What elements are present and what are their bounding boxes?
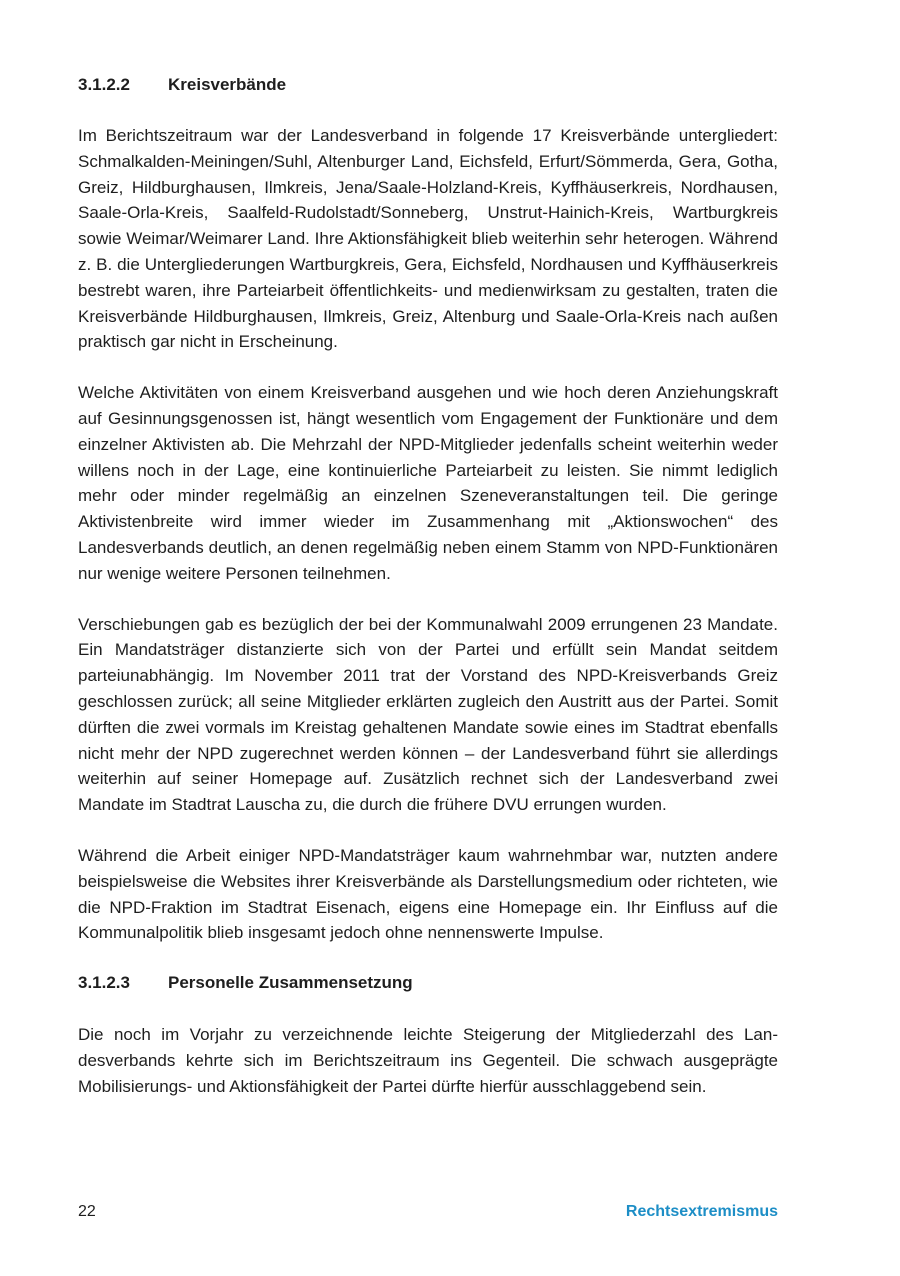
footer-section-label: Rechtsextremismus xyxy=(625,1203,778,1220)
section-number: 3.1.2.3 xyxy=(78,973,130,993)
body-paragraph: Die noch im Vorjahr zu verzeichnende leichte Steigerung der Mitgliederzahl des Landesverbands kehrte sich im Berichtszeitraum ins Gegenteil. Die schwach ausgeprägte Mobilisierungs- und Aktionsfähigkeit der Partei dürfte hierfür ausschlaggebend sein. xyxy=(78,1025,778,1096)
page-footer xyxy=(78,1200,778,1224)
body-paragraph: Während die Arbeit einiger NPD-Mandatsträger kaum wahrnehmbar war, nutzten andere beispielsweise die Websites ihrer Kreisverbände als Darstellungsmedium oder richteten, wie die NPD-Fraktion im Stadtrat Eisenach, eigens eine Homepage ein. Ihr Einfluss auf die Kommunalpolitik blieb insgesamt jedoch ohne nennenswerte Impulse. xyxy=(78,845,778,943)
section-number: 3.1.2.2 xyxy=(78,75,130,94)
section-title: Personelle Zusammensetzung xyxy=(168,973,413,993)
document-page xyxy=(78,72,778,1100)
section-heading-personelle-zusammensetzung xyxy=(78,970,778,996)
page-number: 22 xyxy=(78,1203,96,1220)
body-paragraph: Verschiebungen gab es bezüglich der bei der Kommunalwahl 2009 errungenen 23 Mandate. Ein Mandatsträger distanzierte sich von der Partei und erfüllt sein Mandat seitdem parteiunabhängig. Im November 2011 trat der Vorstand des NPD-Kreisverbands Greiz geschlossen zurück; all seine Mitglieder erklärten zugleich den Austritt aus der Partei. Somit dürften die zwei vormals im Kreistag gehaltenen Mandate sowie eines im Stadtrat ebenfalls nicht mehr der NPD zugerechnet werden können – der Landesverband führt sie allerdings weiterhin auf seiner Homepage auf. Zusätzlich rechnet sich der Landesverband zwei Mandate im Stadtrat Lauscha zu, die durch die frühere DVU errungen wurden. xyxy=(78,614,778,815)
body-paragraph: Im Berichtszeitraum war der Landesverband in folgende 17 Kreisverbände untergliedert: Schmalkalden-Meiningen/Suhl, Altenburger Land, Eichsfeld, Erfurt/Sömmerda, Gera, Gotha, Greiz, Hildburghausen, Ilmkreis, Jena/Saale-Holzland-Kreis, Kyffhäuserkreis, Nordhausen, Saale-Orla-Kreis, Saalfeld-Rudolstadt/Sonneberg, Unstrut-Hainich-Kreis, Wartburgkreis sowie Weimar/Weimarer Land. Ihre Aktionsfähigkeit blieb weiterhin sehr heterogen. Während z. B. die Untergliederungen Wartburgkreis, Gera, Eichsfeld, Nordhausen und Kyffhäuserkreis bestrebt waren, ihre Parteiarbeit öffentlichkeits- und medienwirksam zu gestalten, traten die Kreisverbände Hildburghausen, Ilmkreis, Greiz, Altenburg und Saale-Orla-Kreis nach außen praktisch gar nicht in Erscheinung. xyxy=(78,126,778,352)
section-heading-kreisverbaende xyxy=(78,72,778,98)
body-paragraph: Welche Aktivitäten von einem Kreisverband ausgehen und wie hoch deren Anziehungskraft auf Gesinnungsgenossen ist, hängt wesentlich vom Engagement der Funktionäre und dem einzelner Aktivisten ab. Die Mehrzahl der NPD-Mitglieder jedenfalls scheint weiterhin weder willens noch in der Lage, eine kontinuierliche Parteiarbeit zu leisten. Sie nimmt lediglich mehr oder minder regelmäßig an einzelnen Szeneveranstaltungen teil. Die geringe Aktivistenbreite wird immer wieder im Zusammenhang mit „Aktionswochen“ des Landesverbands deutlich, an denen regelmäßig neben einem Stamm von NPD-Funktionären nur wenige weitere Personen teilnehmen. xyxy=(78,383,778,583)
section-title: Kreisverbände xyxy=(168,75,287,94)
